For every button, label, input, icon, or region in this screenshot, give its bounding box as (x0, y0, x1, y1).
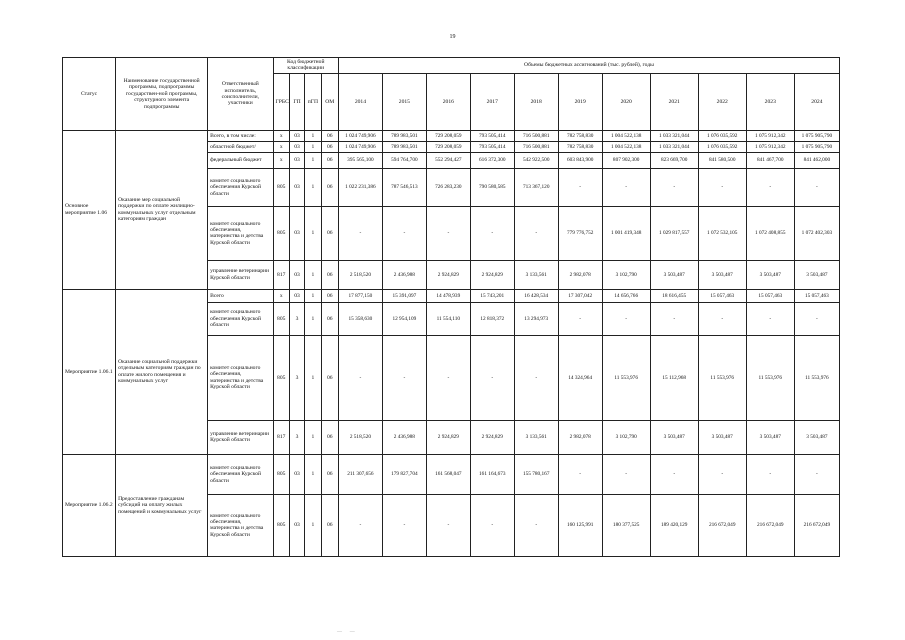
cell-amount: 3 503,487 (794, 420, 839, 454)
cell-code: 1 (305, 260, 321, 289)
cell-amount: 616 372,300 (470, 152, 514, 168)
cell-program-name: Предоставление гражданам субсидий на оплату жилых помещений и коммунальных услуг (116, 454, 208, 556)
cell-amount: 11 554,110 (426, 302, 470, 335)
cell-amount: - (338, 494, 382, 556)
cell-amount: 179 827,704 (382, 454, 426, 494)
cell-amount: - (746, 168, 794, 206)
cell-code: х (273, 130, 289, 141)
cell-amount: 216 672,049 (746, 494, 794, 556)
header-year: 2022 (698, 73, 746, 130)
header-volumes: Объемы бюджетных ассигнований (тыс. рублей), годы (338, 58, 839, 74)
cell-code: 03 (289, 130, 304, 141)
cell-amount: - (338, 335, 382, 420)
header-year: 2014 (338, 73, 382, 130)
cell-code: х (273, 141, 289, 152)
cell-amount: 15 391,097 (382, 289, 426, 302)
budget-allocation-table (62, 57, 840, 557)
cell-code: 805 (273, 335, 289, 420)
table-row (63, 289, 840, 302)
cell-code: 03 (289, 168, 304, 206)
cell-amount: 1 024 749,906 (338, 141, 382, 152)
cell-code: 03 (289, 289, 304, 302)
cell-amount: 823 669,700 (650, 152, 698, 168)
cell-amount: - (426, 335, 470, 420)
cell-amount: 542 922,500 (514, 152, 558, 168)
cell-code: 03 (289, 206, 304, 260)
cell-code: 1 (305, 454, 321, 494)
cell-amount: 15 358,630 (338, 302, 382, 335)
cell-amount: - (558, 168, 602, 206)
cell-code: 805 (273, 168, 289, 206)
cell-code: 06 (321, 141, 338, 152)
cell-amount: 1 029 817,557 (650, 206, 698, 260)
cell-status: Мероприятие 1.06.2 (63, 454, 116, 556)
cell-code: 06 (321, 206, 338, 260)
cell-amount: 15 112,968 (650, 335, 698, 420)
cell-code: 1 (305, 289, 321, 302)
cell-amount: 789 983,501 (382, 130, 426, 141)
header-code-col: ГП (289, 73, 304, 130)
table-row (63, 130, 840, 141)
cell-amount: 3 102,790 (602, 420, 650, 454)
cell-executor: комитет социального обеспечения, материнства и детства Курской области (208, 335, 273, 420)
cell-amount: 2 518,520 (338, 260, 382, 289)
cell-amount: 716 500,881 (514, 130, 558, 141)
cell-status: Мероприятие 1.06.1 (63, 289, 116, 454)
cell-code: 1 (305, 420, 321, 454)
table-row (63, 454, 840, 494)
cell-code: 1 (305, 206, 321, 260)
cell-amount: 2 436,988 (382, 420, 426, 454)
cell-amount: 12 954,109 (382, 302, 426, 335)
cell-amount: 17 877,150 (338, 289, 382, 302)
cell-amount: 18 616,455 (650, 289, 698, 302)
cell-code: 1 (305, 168, 321, 206)
cell-amount: - (470, 206, 514, 260)
cell-amount: 841 580,500 (698, 152, 746, 168)
cell-amount: - (558, 302, 602, 335)
cell-executor: управление ветеринарии Курской области (208, 260, 273, 289)
cell-code: 1 (305, 152, 321, 168)
cell-amount: - (698, 168, 746, 206)
cell-amount: 2 518,520 (338, 420, 382, 454)
cell-code: 805 (273, 494, 289, 556)
cell-amount: 14 478,939 (426, 289, 470, 302)
cell-amount: 11 553,976 (746, 335, 794, 420)
cell-code: 1 (305, 302, 321, 335)
cell-amount: - (602, 454, 650, 494)
header-year: 2017 (470, 73, 514, 130)
cell-amount: 13 294,973 (514, 302, 558, 335)
cell-amount: 160 125,991 (558, 494, 602, 556)
header-code-col: ГРБС (273, 73, 289, 130)
cell-amount: - (514, 335, 558, 420)
cell-amount: - (382, 494, 426, 556)
cell-amount: 2 982,078 (558, 260, 602, 289)
cell-amount: 1 004 522,138 (602, 130, 650, 141)
cell-amount: - (746, 302, 794, 335)
cell-amount: 790 580,585 (470, 168, 514, 206)
cell-amount: 1 075 905,790 (794, 141, 839, 152)
cell-amount: 726 283,230 (426, 168, 470, 206)
cell-amount: - (382, 335, 426, 420)
cell-amount: 180 377,525 (602, 494, 650, 556)
header-code-col: ОМ (321, 73, 338, 130)
cell-amount: - (698, 454, 746, 494)
cell-amount: 216 672,049 (698, 494, 746, 556)
cell-amount: 2 924,829 (426, 260, 470, 289)
cell-amount: - (650, 302, 698, 335)
cell-amount: 1 075 912,342 (746, 141, 794, 152)
cell-amount: - (338, 206, 382, 260)
cell-code: 805 (273, 302, 289, 335)
cell-amount: 14 656,766 (602, 289, 650, 302)
cell-amount: 1 075 905,790 (794, 130, 839, 141)
cell-amount: 2 924,829 (470, 260, 514, 289)
cell-executor: комитет социального обеспечения, материнства и детства Курской области (208, 206, 273, 260)
cell-amount: 161 568,047 (426, 454, 470, 494)
cell-amount: 1 072 408,855 (746, 206, 794, 260)
cell-amount: 1 033 321,044 (650, 141, 698, 152)
cell-code: 06 (321, 260, 338, 289)
header-budget-code: Код бюджетной классификации (273, 58, 338, 74)
cell-amount: - (794, 454, 839, 494)
cell-amount: 1 076 035,592 (698, 130, 746, 141)
header-code-col: пГП (305, 73, 321, 130)
cell-executor: Всего, в том числе: (208, 130, 273, 141)
cell-code: 1 (305, 141, 321, 152)
cell-amount: 1 001 419,348 (602, 206, 650, 260)
cell-amount: 729 208,059 (426, 141, 470, 152)
header-name: Наименование государственной программы, подпрограммы государствен-ной программы, структурного элемента подпрограммы (116, 58, 208, 131)
cell-code: 3 (289, 302, 304, 335)
header-status: Статус (63, 58, 116, 131)
cell-amount: - (794, 302, 839, 335)
cell-amount: 3 503,487 (698, 420, 746, 454)
cell-amount: 841 462,000 (794, 152, 839, 168)
cell-amount: - (382, 206, 426, 260)
cell-amount: 3 503,487 (650, 420, 698, 454)
cell-code: 1 (305, 130, 321, 141)
cell-program-name: Оказание социальной поддержки отдельным категориям граждан по оплате жилого помещения и коммунальных услуг (116, 289, 208, 454)
cell-code: 06 (321, 152, 338, 168)
cell-amount: 2 982,078 (558, 420, 602, 454)
cell-amount: - (558, 454, 602, 494)
cell-amount: 2 924,829 (470, 420, 514, 454)
cell-amount: - (426, 206, 470, 260)
cell-amount: 211 307,656 (338, 454, 382, 494)
header-year: 2015 (382, 73, 426, 130)
scan-edge-mark: — — (337, 630, 356, 635)
header-year: 2018 (514, 73, 558, 130)
cell-amount: 729 208,059 (426, 130, 470, 141)
cell-amount: 11 553,976 (794, 335, 839, 420)
cell-amount: 603 843,900 (558, 152, 602, 168)
cell-code: х (273, 289, 289, 302)
cell-amount: 1 076 035,592 (698, 141, 746, 152)
cell-code: 06 (321, 454, 338, 494)
cell-amount: - (470, 335, 514, 420)
cell-amount: 14 324,964 (558, 335, 602, 420)
cell-executor: Всего (208, 289, 273, 302)
cell-amount: 1 072 532,105 (698, 206, 746, 260)
cell-amount: 3 102,790 (602, 260, 650, 289)
cell-amount: 11 553,976 (698, 335, 746, 420)
cell-amount: - (794, 168, 839, 206)
cell-amount: 155 780,167 (514, 454, 558, 494)
cell-amount: 3 133,561 (514, 260, 558, 289)
cell-code: 03 (289, 152, 304, 168)
cell-amount: 807 902,300 (602, 152, 650, 168)
cell-amount: 2 436,988 (382, 260, 426, 289)
cell-code: 1 (305, 335, 321, 420)
header-year: 2016 (426, 73, 470, 130)
cell-code: х (273, 152, 289, 168)
cell-code: 03 (289, 141, 304, 152)
table-header (63, 58, 840, 131)
cell-amount: - (698, 302, 746, 335)
cell-code: 06 (321, 302, 338, 335)
cell-amount: 841 467,700 (746, 152, 794, 168)
cell-amount: 2 924,829 (426, 420, 470, 454)
cell-amount: 3 133,561 (514, 420, 558, 454)
cell-amount: 3 503,487 (746, 420, 794, 454)
cell-amount: 1 072 402,303 (794, 206, 839, 260)
cell-amount: 789 983,501 (382, 141, 426, 152)
cell-amount: 713 367,120 (514, 168, 558, 206)
header-executor: Ответственный исполнитель, соисполнители, участники (208, 58, 273, 131)
cell-amount: 15 057,463 (698, 289, 746, 302)
cell-program-name: Оказание мер социальной поддержки по оплате жилищно-коммунальных услуг отдельным категориям граждан (116, 130, 208, 289)
cell-amount: 3 503,487 (794, 260, 839, 289)
cell-amount: - (470, 494, 514, 556)
cell-executor: федеральный бюджет (208, 152, 273, 168)
cell-amount: - (650, 454, 698, 494)
cell-executor: комитет социального обеспечения, материнства и детства Курской области (208, 494, 273, 556)
page-number: 19 (449, 34, 456, 40)
cell-amount: 161 164,673 (470, 454, 514, 494)
cell-amount: 1 024 749,906 (338, 130, 382, 141)
cell-amount: - (514, 206, 558, 260)
cell-code: 3 (289, 335, 304, 420)
cell-code: 06 (321, 168, 338, 206)
cell-executor: комитет социального обеспечения Курской области (208, 302, 273, 335)
cell-amount: - (650, 168, 698, 206)
cell-code: 06 (321, 130, 338, 141)
cell-amount: - (602, 168, 650, 206)
cell-amount: 16 428,534 (514, 289, 558, 302)
cell-code: 805 (273, 206, 289, 260)
cell-code: 03 (289, 260, 304, 289)
cell-amount: 793 505,414 (470, 141, 514, 152)
cell-amount: 15 743,201 (470, 289, 514, 302)
cell-amount: 1 022 231,386 (338, 168, 382, 206)
cell-amount: 216 672,049 (794, 494, 839, 556)
cell-code: 805 (273, 454, 289, 494)
header-year: 2021 (650, 73, 698, 130)
cell-amount: 779 776,752 (558, 206, 602, 260)
cell-code: 1 (305, 494, 321, 556)
cell-code: 03 (289, 494, 304, 556)
cell-amount: 11 553,976 (602, 335, 650, 420)
cell-amount: 1 075 912,342 (746, 130, 794, 141)
cell-amount: 552 294,427 (426, 152, 470, 168)
cell-executor: областной бюджет/ (208, 141, 273, 152)
cell-code: 06 (321, 494, 338, 556)
cell-amount: 3 503,487 (746, 260, 794, 289)
cell-amount: 17 307,042 (558, 289, 602, 302)
cell-amount: 782 758,830 (558, 130, 602, 141)
header-year: 2023 (746, 73, 794, 130)
cell-executor: управление ветеринарии Курской области (208, 420, 273, 454)
cell-amount: 189 420,129 (650, 494, 698, 556)
cell-amount: 395 565,100 (338, 152, 382, 168)
cell-code: 06 (321, 420, 338, 454)
cell-amount: 594 764,700 (382, 152, 426, 168)
cell-code: 06 (321, 289, 338, 302)
cell-amount: 3 503,487 (650, 260, 698, 289)
cell-status: Основное мероприятие 1.06 (63, 130, 116, 289)
cell-code: 3 (289, 420, 304, 454)
cell-amount: 793 505,414 (470, 130, 514, 141)
cell-code: 06 (321, 335, 338, 420)
cell-amount: - (426, 494, 470, 556)
cell-amount: 716 500,881 (514, 141, 558, 152)
cell-amount: 12 818,372 (470, 302, 514, 335)
cell-amount: 787 546,513 (382, 168, 426, 206)
cell-code: 03 (289, 454, 304, 494)
header-year: 2020 (602, 73, 650, 130)
cell-executor: комитет социального обеспечения Курской области (208, 454, 273, 494)
header-year: 2024 (794, 73, 839, 130)
cell-amount: - (746, 454, 794, 494)
table-body (63, 130, 840, 556)
cell-amount: 782 758,830 (558, 141, 602, 152)
header-year: 2019 (558, 73, 602, 130)
cell-amount: 1 004 522,138 (602, 141, 650, 152)
cell-code: 817 (273, 420, 289, 454)
cell-amount: 15 057,463 (746, 289, 794, 302)
cell-executor: комитет социального обеспечения Курской области (208, 168, 273, 206)
cell-amount: - (602, 302, 650, 335)
cell-amount: 1 033 321,044 (650, 130, 698, 141)
cell-amount: 3 503,487 (698, 260, 746, 289)
cell-amount: 15 057,463 (794, 289, 839, 302)
cell-code: 817 (273, 260, 289, 289)
cell-amount: - (514, 494, 558, 556)
